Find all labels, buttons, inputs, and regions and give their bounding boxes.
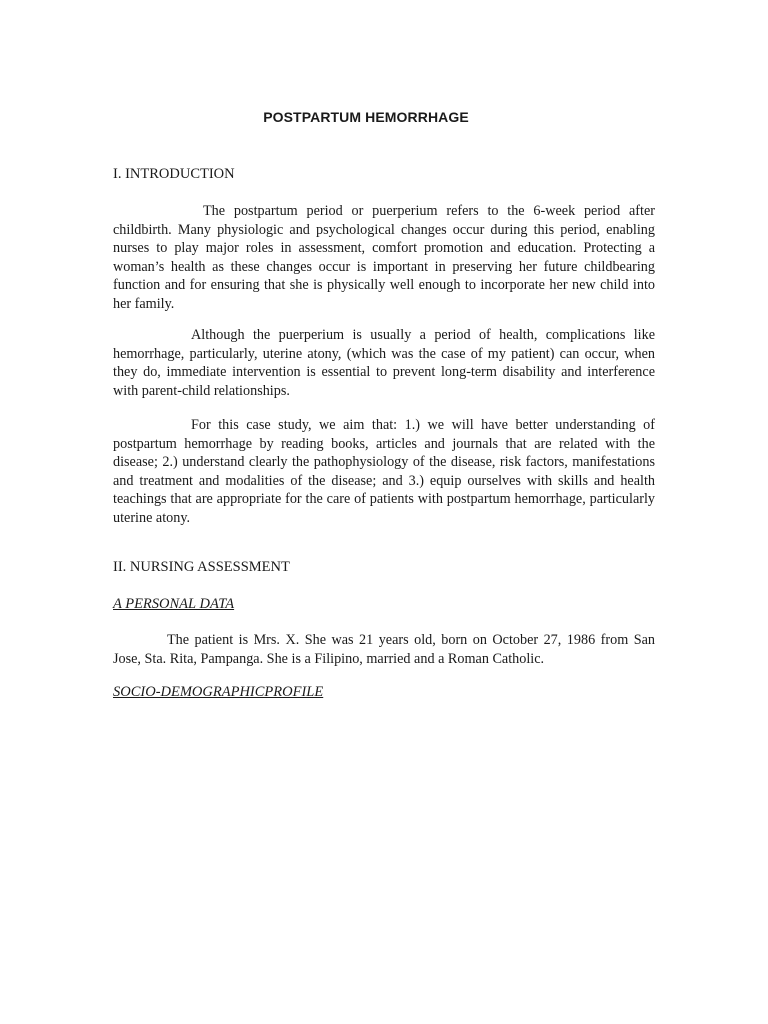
section-heading-introduction: I. INTRODUCTION: [113, 166, 235, 182]
subsection-heading-personal-data: A PERSONAL DATA: [113, 596, 235, 612]
document-title: POSTPARTUM HEMORRHAGE: [263, 109, 469, 125]
intro-paragraph-1: The postpartum period or puerperium refers to the 6-week period after childbirth. Many physiologic and psychological changes occur during this period, enabling nurses to play major roles in assessment, comfort promotion and education. Protecting a woman’s health as these changes occur is important in preserving her future childbearing function and for ensuring that she is physically well enough to incorporate her new child into her family.: [113, 203, 655, 312]
intro-paragraph-3: For this case study, we aim that: 1.) we will have better understanding of postpartum hemorrhage by reading books, articles and journals that are related with the disease; 2.) understand clearly the pathophysiology of the disease, risk factors, manifestations and treatment and modalities of the disease; and 3.) equip ourselves with skills and health teachings that are appropriate for the care of patients with postpartum hemorrhage, particularly uterine atony.: [113, 417, 655, 526]
section-heading-nursing-assessment: II. NURSING ASSESSMENT: [113, 559, 290, 575]
intro-paragraph-2: Although the puerperium is usually a period of health, complications like hemorrhage, particularly, uterine atony, (which was the case of my patient) can occur, when they do, immediate intervention is essential to prevent long-term disability and interference with parent-child relationships.: [113, 327, 655, 399]
personal-data-paragraph: The patient is Mrs. X. She was 21 years old, born on October 27, 1986 from San Jose, Sta. Rita, Pampanga. She is a Filipino, married and a Roman Catholic.: [113, 632, 655, 667]
subsection-heading-socio-demographic-profile: SOCIO-DEMOGRAPHICPROFILE: [113, 684, 324, 700]
